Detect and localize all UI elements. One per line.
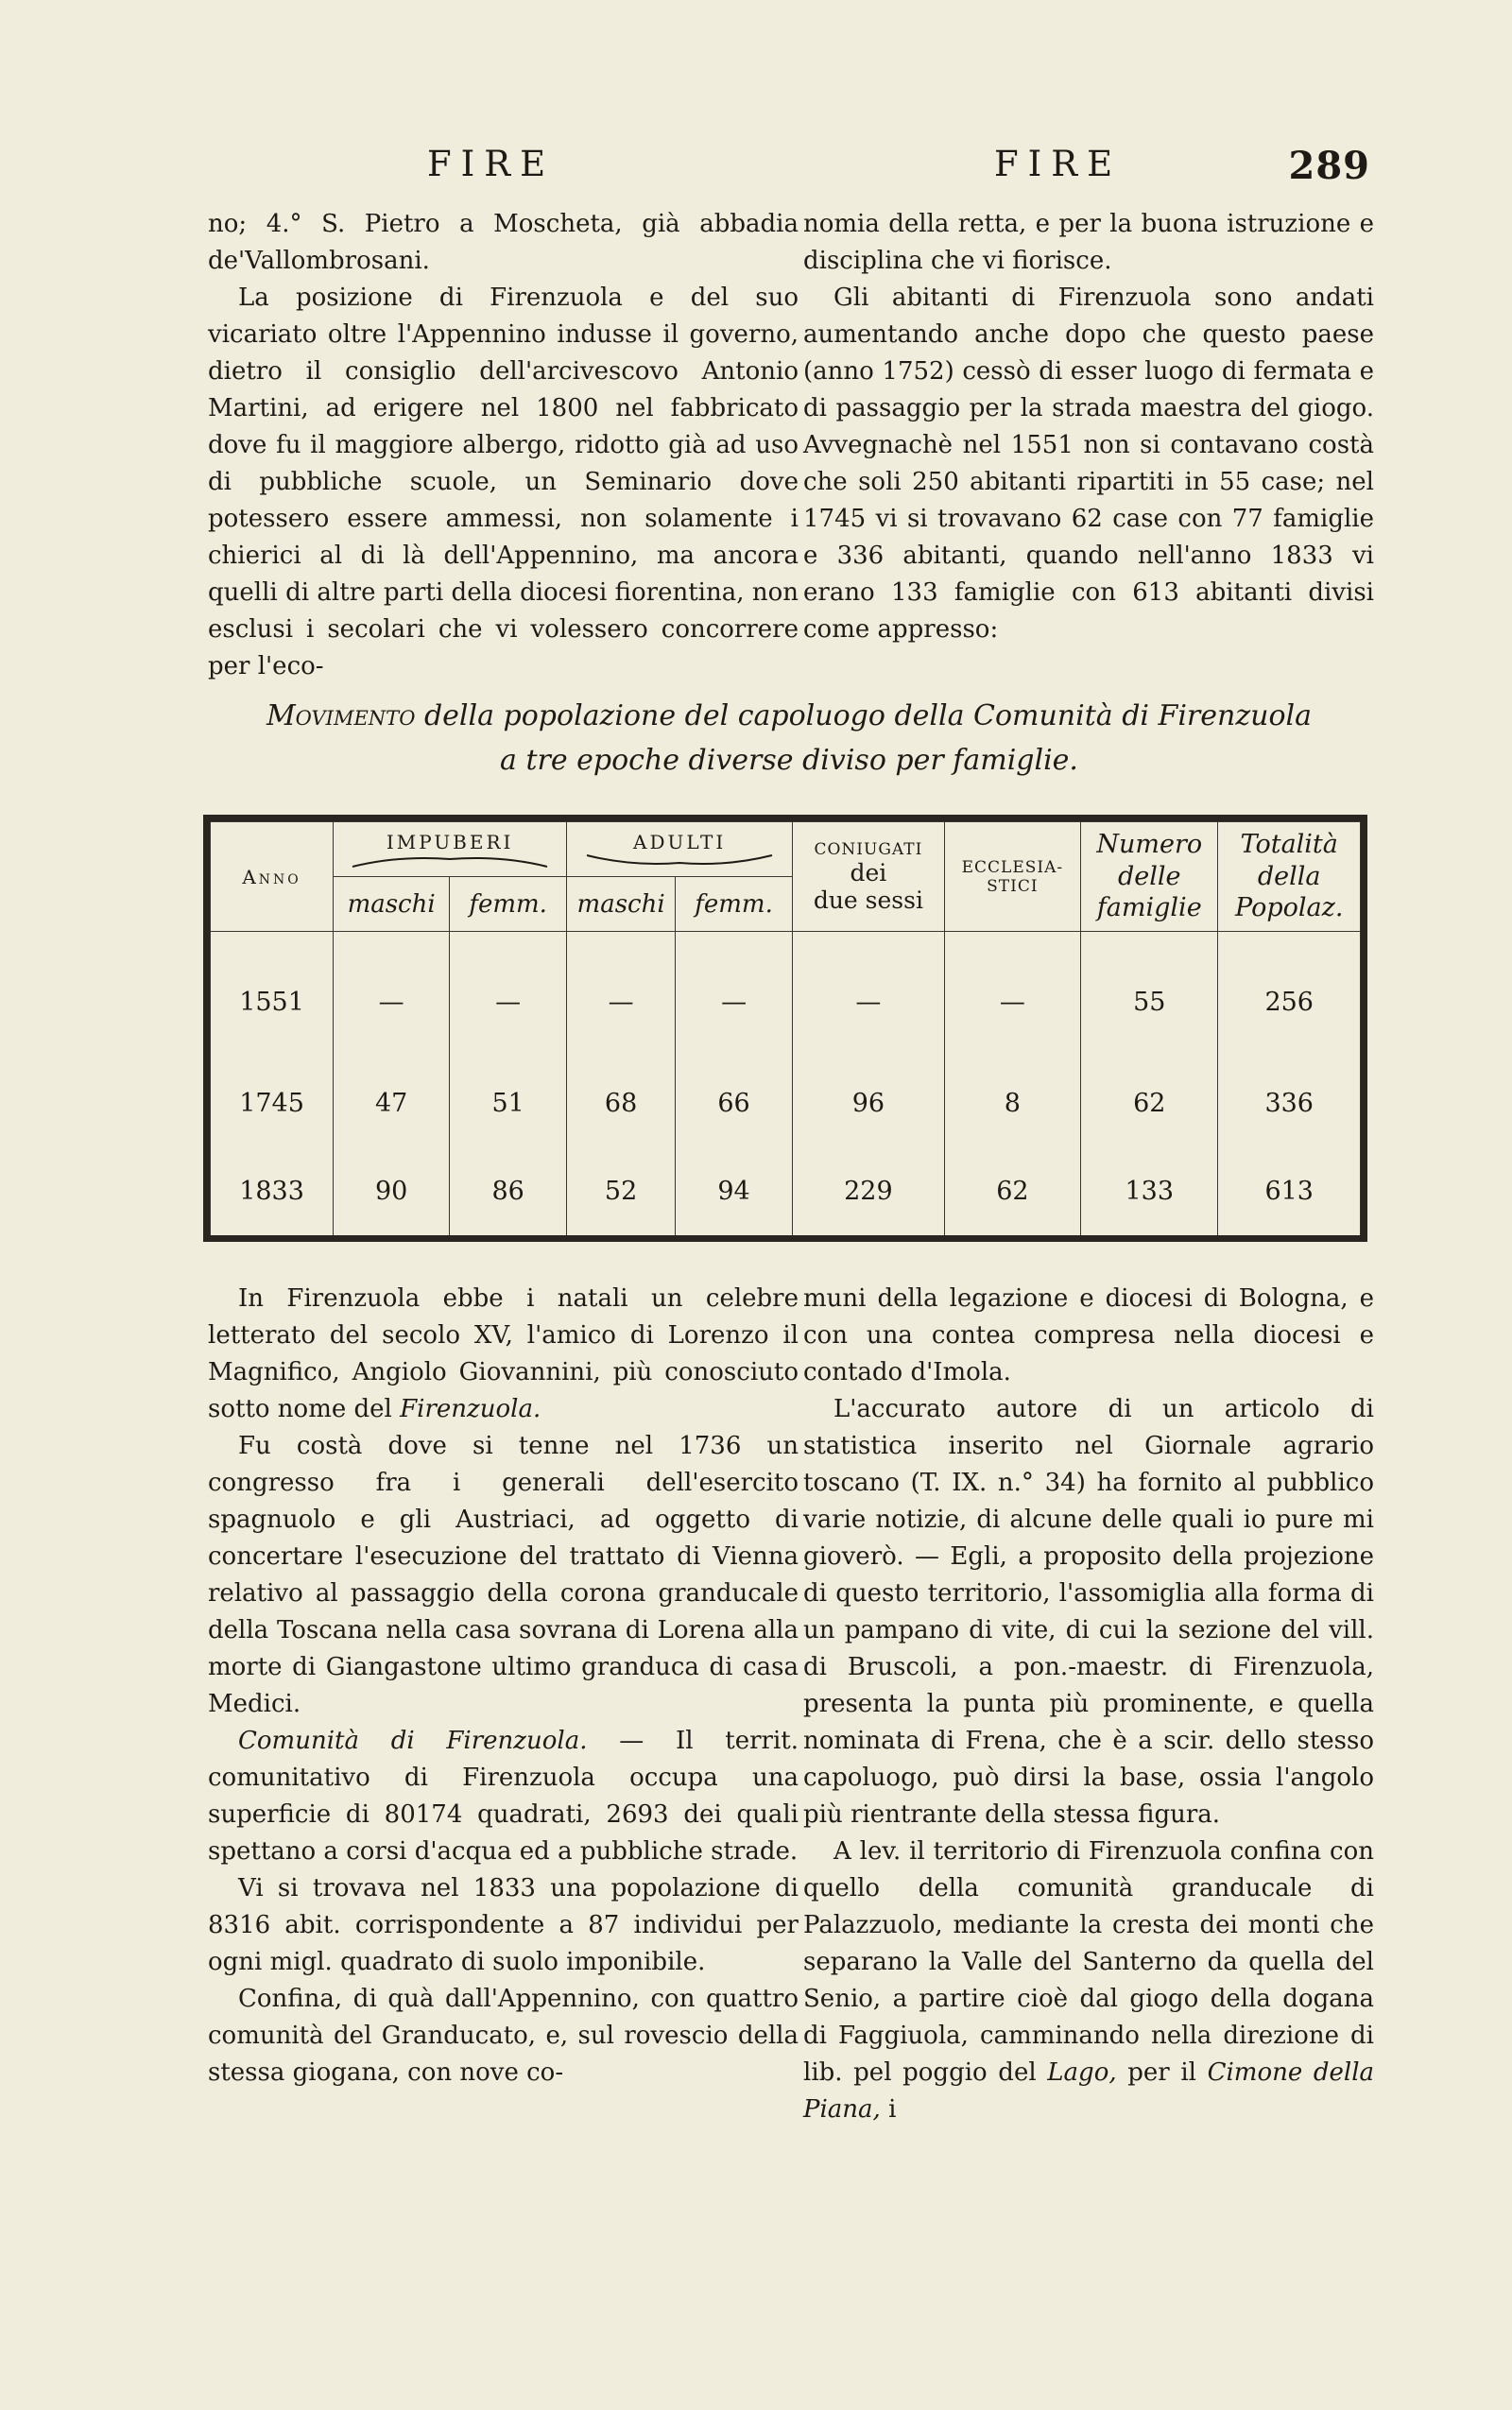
cell-ad-m: — bbox=[567, 932, 676, 1060]
cell-imp-m: 90 bbox=[334, 1147, 450, 1235]
paragraph: Vi si trovava nel 1833 una popolazione di 8316 abit. corrispondente a 87 individui per ogni migl. quadrato di suolo imponibile. bbox=[208, 1874, 799, 1976]
header-famiglie-line3: famiglie bbox=[1096, 893, 1202, 923]
table-row bbox=[211, 932, 1361, 1060]
text-run: — Il territ. comunitativo di Firenzuola occupa una superficie di 80174 quadrati, 2693 dei quali spettano a corsi d'acqua ed a pubbliche strade. bbox=[208, 1727, 799, 1866]
cell-anno: 1745 bbox=[211, 1060, 334, 1148]
top-right-column bbox=[803, 206, 1374, 648]
paragraph: Gli abitanti di Firenzuola sono andati aumentando anche dopo che questo paese (anno 1752) cessò di esser luogo di fermata e di passaggio per la strada maestra del giogo. Avvegnachè nel 1551 non si contavano costà che soli 250 abitanti ripartiti in 55 case; nel 1745 vi si trovavano 62 case con 77 famiglie e 336 abitanti, quando nell'anno 1833 vi erano 133 famiglie con 613 abitanti divisi come appresso: bbox=[803, 284, 1374, 644]
table-caption-line1 bbox=[208, 697, 1370, 736]
header-famiglie-line2: delle bbox=[1117, 861, 1181, 891]
header-impuberi bbox=[334, 822, 567, 877]
paragraph: La posizione di Firenzuola e del suo vicariato oltre l'Appennino indusse il governo, dietro il consiglio dell'arcivescovo Antonio Martini, ad erigere nel 1800 nel fabbricato dove fu il maggiore albergo, ridotto già ad uso di pubbliche scuole, un Seminario dove potessero essere ammessi, non solamente i chierici al di là dell'Appennino, ma ancora quelli di altre parti della diocesi fiorentina, non esclusi i secolari che vi volessero concorrere per l'eco- bbox=[208, 284, 799, 680]
cell-ad-f: 66 bbox=[676, 1060, 793, 1148]
cell-coniugati: 96 bbox=[793, 1060, 945, 1148]
cell-eccl: — bbox=[944, 932, 1080, 1060]
caption-rest: della popolazione del capoluogo della Comunità di Firenzuola bbox=[423, 699, 1313, 732]
header-impuberi-maschi: maschi bbox=[334, 877, 450, 932]
caption-lead: Movimento bbox=[266, 699, 416, 732]
brace-icon bbox=[351, 853, 549, 869]
cell-imp-f: 51 bbox=[450, 1060, 567, 1148]
text-run: per il bbox=[1127, 2058, 1196, 2087]
cell-totale: 256 bbox=[1218, 932, 1361, 1060]
header-impuberi-label: IMPUBERI bbox=[386, 830, 514, 853]
text-run: i bbox=[888, 2095, 897, 2124]
paragraph: L'accurato autore di un articolo di statistica inserito nel Giornale agrario toscano (T. IX. n.° 34) ha fornito al pubblico varie notizie, di alcune delle quali io pure mi gioverò. — Egli, a proposito della projezione di questo territorio, l'assomiglia alla forma di un pampano di vite, di cui la sezione del vill. di Bruscoli, a pon.-maestr. di Firenzuola, presenta la punta più prominente, e quella nominata di Frena, che è a scir. dello stesso capoluogo, può dirsi la base, ossia l'angolo più rientrante della stessa figura. bbox=[803, 1395, 1374, 1829]
table-caption-line2: a tre epoche diverse diviso per famiglie. bbox=[500, 744, 1078, 777]
cell-famiglie: 133 bbox=[1081, 1147, 1218, 1235]
header-totalita bbox=[1218, 822, 1361, 932]
table-row bbox=[211, 1147, 1361, 1235]
cell-eccl: 8 bbox=[944, 1060, 1080, 1148]
header-coniugati-line3: due sessi bbox=[813, 886, 923, 914]
cell-eccl: 62 bbox=[944, 1147, 1080, 1235]
header-totalita-line3: Popolaz. bbox=[1235, 893, 1344, 923]
bottom-right-column bbox=[803, 1281, 1374, 2128]
paragraph bbox=[803, 1833, 1374, 2128]
cell-imp-m: 47 bbox=[334, 1060, 450, 1148]
paragraph bbox=[208, 1723, 799, 1870]
paragraph: no; 4.° S. Pietro a Moscheta, già abbadia de'Vallombrosani. bbox=[208, 210, 799, 275]
page-number: 289 bbox=[1288, 144, 1370, 188]
header-anno: Anno bbox=[211, 822, 334, 932]
paragraph: muni della legazione e diocesi di Bologna, e con una contea compresa nella diocesi e contado d'Imola. bbox=[803, 1284, 1374, 1386]
italic-run: Cimone della Piana, bbox=[803, 2058, 1375, 2124]
header-coniugati-line1: CONIUGATI bbox=[814, 839, 923, 859]
header-totalita-line2: della bbox=[1257, 861, 1321, 891]
cell-anno: 1551 bbox=[211, 932, 334, 1060]
cell-ad-f: 94 bbox=[676, 1147, 793, 1235]
population-table bbox=[203, 815, 1367, 1242]
header-famiglie bbox=[1081, 822, 1218, 932]
top-left-column bbox=[208, 206, 799, 685]
cell-ad-f: — bbox=[676, 932, 793, 1060]
header-eccl-line1: ECCLESIA- bbox=[961, 857, 1064, 877]
paragraph: nomia della retta, e per la buona istruzione e disciplina che vi fiorisce. bbox=[803, 210, 1374, 275]
paragraph: Fu costà dove si tenne nel 1736 un congresso fra i generali dell'esercito spagnuolo e gli Austriaci, ad oggetto di concertare l'esecuzione del trattato di Vienna relativo al passaggio della corona granducale della Toscana nella casa sovrana di Lorena alla morte di Giangastone ultimo granduca di casa Medici. bbox=[208, 1432, 799, 1718]
italic-run: Firenzuola. bbox=[400, 1395, 541, 1423]
cell-famiglie: 55 bbox=[1081, 932, 1218, 1060]
header-adulti-femm: femm. bbox=[676, 877, 793, 932]
header-coniugati bbox=[793, 822, 945, 932]
cell-totale: 336 bbox=[1218, 1060, 1361, 1148]
header-totalita-line1: Totalità bbox=[1240, 829, 1338, 859]
running-head-left: FIRE bbox=[427, 144, 556, 184]
cell-imp-m: — bbox=[334, 932, 450, 1060]
italic-run: Lago, bbox=[1047, 2058, 1117, 2087]
cell-ad-m: 68 bbox=[567, 1060, 676, 1148]
header-adulti bbox=[567, 822, 793, 877]
running-head bbox=[208, 144, 1370, 191]
cell-coniugati: 229 bbox=[793, 1147, 945, 1235]
header-famiglie-line1: Numero bbox=[1096, 829, 1203, 859]
header-adulti-maschi: maschi bbox=[567, 877, 676, 932]
cell-famiglie: 62 bbox=[1081, 1060, 1218, 1148]
bottom-left-column bbox=[208, 1281, 799, 2092]
cell-coniugati: — bbox=[793, 932, 945, 1060]
header-ecclesiastici bbox=[944, 822, 1080, 932]
cell-imp-f: — bbox=[450, 932, 567, 1060]
running-head-right: FIRE bbox=[994, 144, 1123, 184]
header-coniugati-line2: dei bbox=[850, 858, 887, 887]
cell-anno: 1833 bbox=[211, 1147, 334, 1235]
italic-run: Comunità di Firenzuola. bbox=[238, 1727, 588, 1755]
cell-totale: 613 bbox=[1218, 1147, 1361, 1235]
text-run: In Firenzuola ebbe i natali un celebre letterato del secolo XV, l'amico di Lorenzo il Magnifico, Angiolo Giovannini, più conosciuto sotto nome del bbox=[208, 1284, 799, 1423]
cell-imp-f: 86 bbox=[450, 1147, 567, 1235]
header-eccl-line2: STICI bbox=[987, 876, 1039, 896]
paragraph bbox=[208, 1281, 799, 1428]
table-row bbox=[211, 1060, 1361, 1148]
paragraph: Confina, di quà dall'Appennino, con quattro comunità del Granducato, e, sul rovescio della stessa giogana, con nove co- bbox=[208, 1985, 799, 2087]
header-impuberi-femm: femm. bbox=[450, 877, 567, 932]
cell-ad-m: 52 bbox=[567, 1147, 676, 1235]
brace-icon bbox=[585, 853, 774, 869]
header-adulti-label: ADULTI bbox=[633, 830, 727, 853]
text-run: A lev. il territorio di Firenzuola confina con quello della comunità granducale di Palazzuolo, mediante la cresta dei monti che separano la Valle del Santerno da quella del Senio, a partire cioè dal giogo della dogana di Faggiuola, camminando nella direzione di lib. pel poggio del bbox=[803, 1837, 1374, 2087]
